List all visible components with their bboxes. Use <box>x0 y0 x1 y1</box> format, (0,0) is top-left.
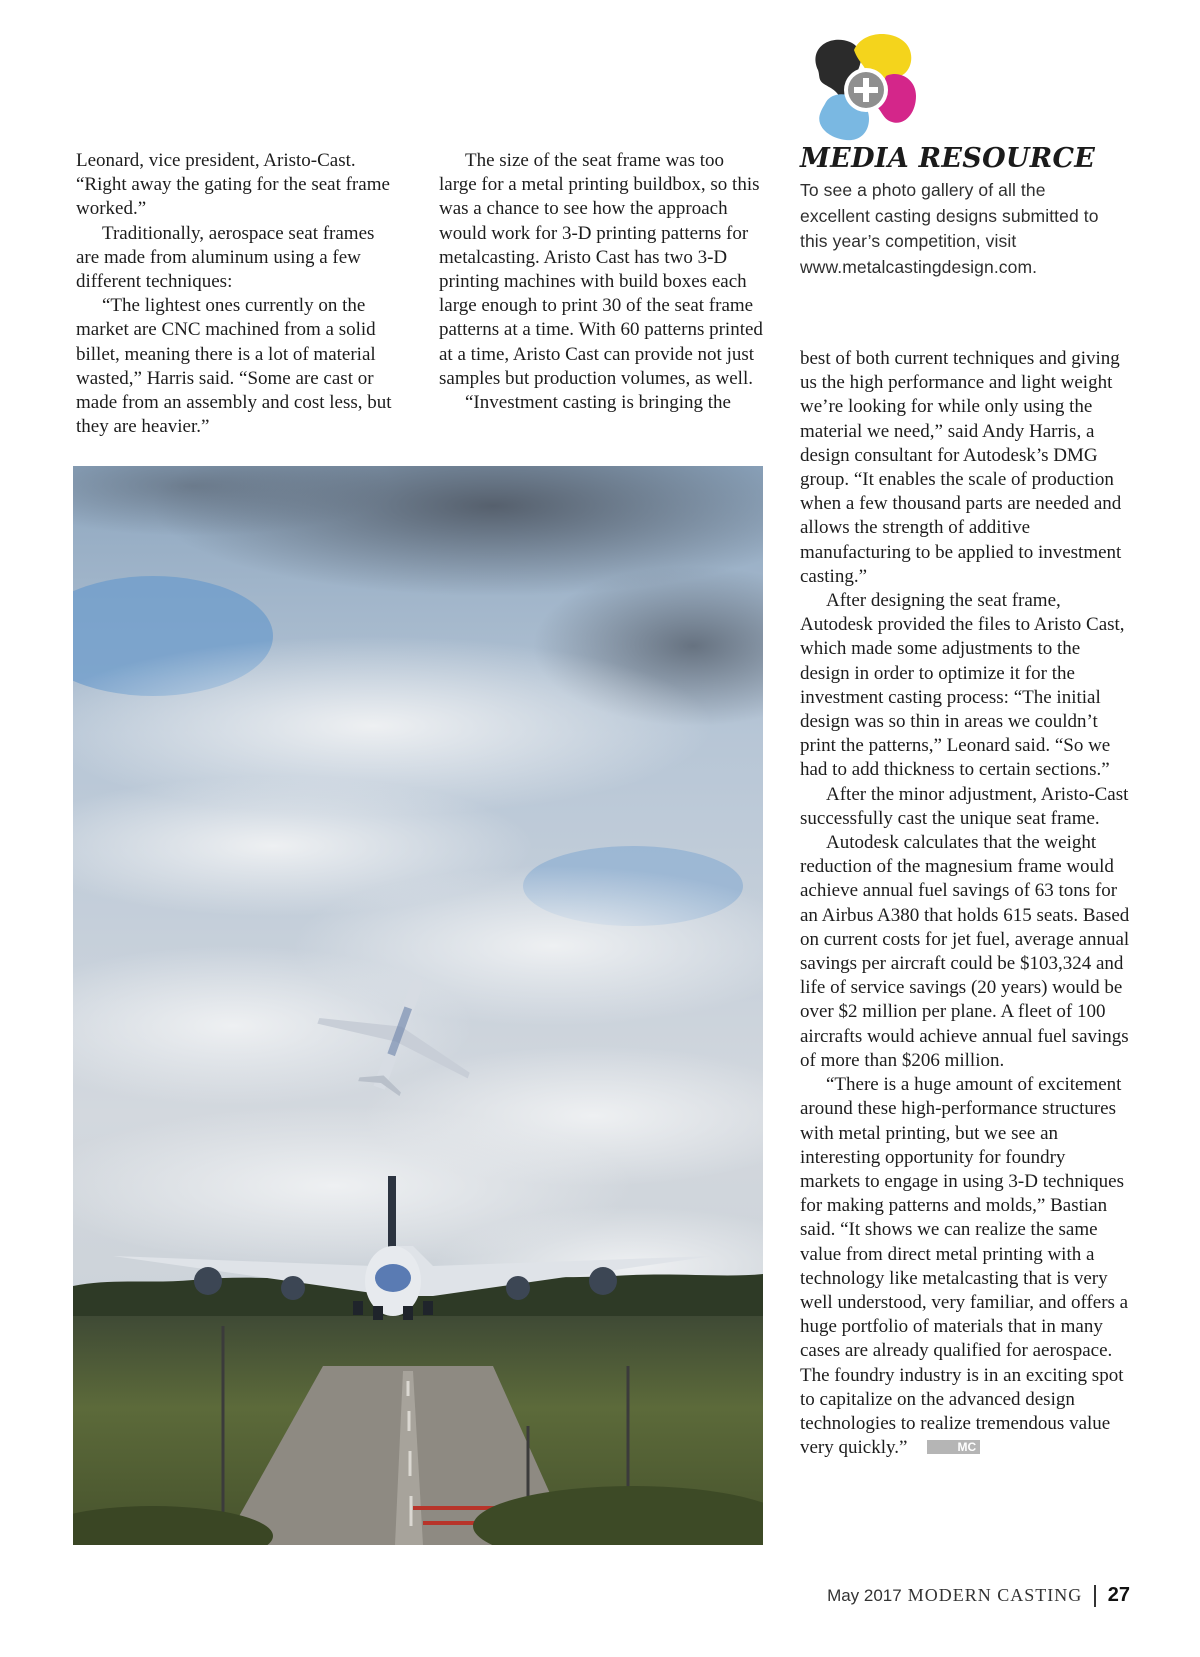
paragraph: “The lightest ones currently on the market are CNC machined from a solid billet, meaning there is a lot of material wasted,” Harris said. “Some are cast or made from an assembly and cost less, but they are heavier.” <box>76 295 392 438</box>
plus-blob-icon <box>808 30 924 146</box>
paragraph: Autodesk calculates that the weight reduction of the magnesium frame would achieve annual fuel savings of 63 tons for an Airbus A380 that holds 615 seats. Based on current costs for jet fuel, average annual savings per aircraft could be $103,324 and life of service savings (20 years) would be over $2 million per plane. A fleet of 100 aircrafts would achieve annual fuel savings of more than $206 million. <box>800 832 1130 1071</box>
article-column-2 <box>439 149 764 415</box>
article-column-3 <box>800 347 1130 1460</box>
footer-divider <box>1094 1585 1096 1607</box>
article-column-1 <box>76 149 401 439</box>
paragraph: Leonard, vice president, Aristo-Cast. “Right away the gating for the seat frame worked.” <box>76 150 390 220</box>
paragraph: After the minor adjustment, Aristo-Cast successfully cast the unique seat frame. <box>800 783 1129 829</box>
page-number: 27 <box>1107 1584 1130 1606</box>
end-mark-badge: MC <box>927 1440 980 1454</box>
issue-date: May 2017 <box>827 1585 902 1605</box>
paragraph: “Investment casting is bringing the <box>465 392 731 414</box>
paragraph: Traditionally, aerospace seat frames are made from aluminum using a few different techniques: <box>76 222 375 293</box>
paragraph-last <box>800 1073 1130 1460</box>
magazine-name: MODERN CASTING <box>907 1585 1083 1605</box>
media-resource-body: To see a photo gallery of all the excellent casting designs submitted to this year’s competition, visit www.metalcastingdesign.com. <box>800 180 1099 277</box>
airplane-photo-illustration <box>73 466 763 1545</box>
media-resource-title: MEDIA RESOURCE <box>800 143 1096 174</box>
media-resource-logo <box>808 30 924 146</box>
page-footer <box>827 1584 1130 1607</box>
paragraph: After designing the seat frame, Autodesk provided the files to Aristo Cast, which made some adjustments to the design in order to optimize it for the investment casting process: “The initial design was so thin in areas we couldn’t print the patterns,” Leonard said. “So we had to add thickness to certain sections.” <box>800 590 1125 781</box>
airplane-photo <box>73 466 763 1545</box>
paragraph: best of both current techniques and giving us the high performance and light weight we’re looking for while only using the material we need,” said Andy Harris, a design consultant for Autodesk’s DMG group. “It enables the scale of production when a few thousand parts are needed and allows the strength of additive manufacturing to be applied to investment casting.” <box>800 348 1122 587</box>
paragraph: The size of the seat frame was too large for a metal printing buildbox, so this was a chance to see how the approach would work for 3-D printing patterns for metalcasting. Aristo Cast has two 3-D printing machines with build boxes each large enough to print 30 of the seat frame patterns at a time. With 60 patterns printed at a time, Aristo Cast can provide not just samples but production volumes, as well. <box>439 150 763 389</box>
paragraph-text: “There is a huge amount of excitement around these high-performance structures with metal printing, but we see an interesting opportunity for foundry markets to engage in using 3-D techniques for making patterns and molds,” Bastian said. “It shows we can realize the same value from direct metal printing with a technology like metalcasting that is very well understood, very familiar, and offers a huge portfolio of materials that in many cases are already qualified for aerospace. The foundry industry is in an exciting spot to capitalize on the advanced design technologies to realize tremendous value very quickly.” <box>800 1074 1129 1459</box>
